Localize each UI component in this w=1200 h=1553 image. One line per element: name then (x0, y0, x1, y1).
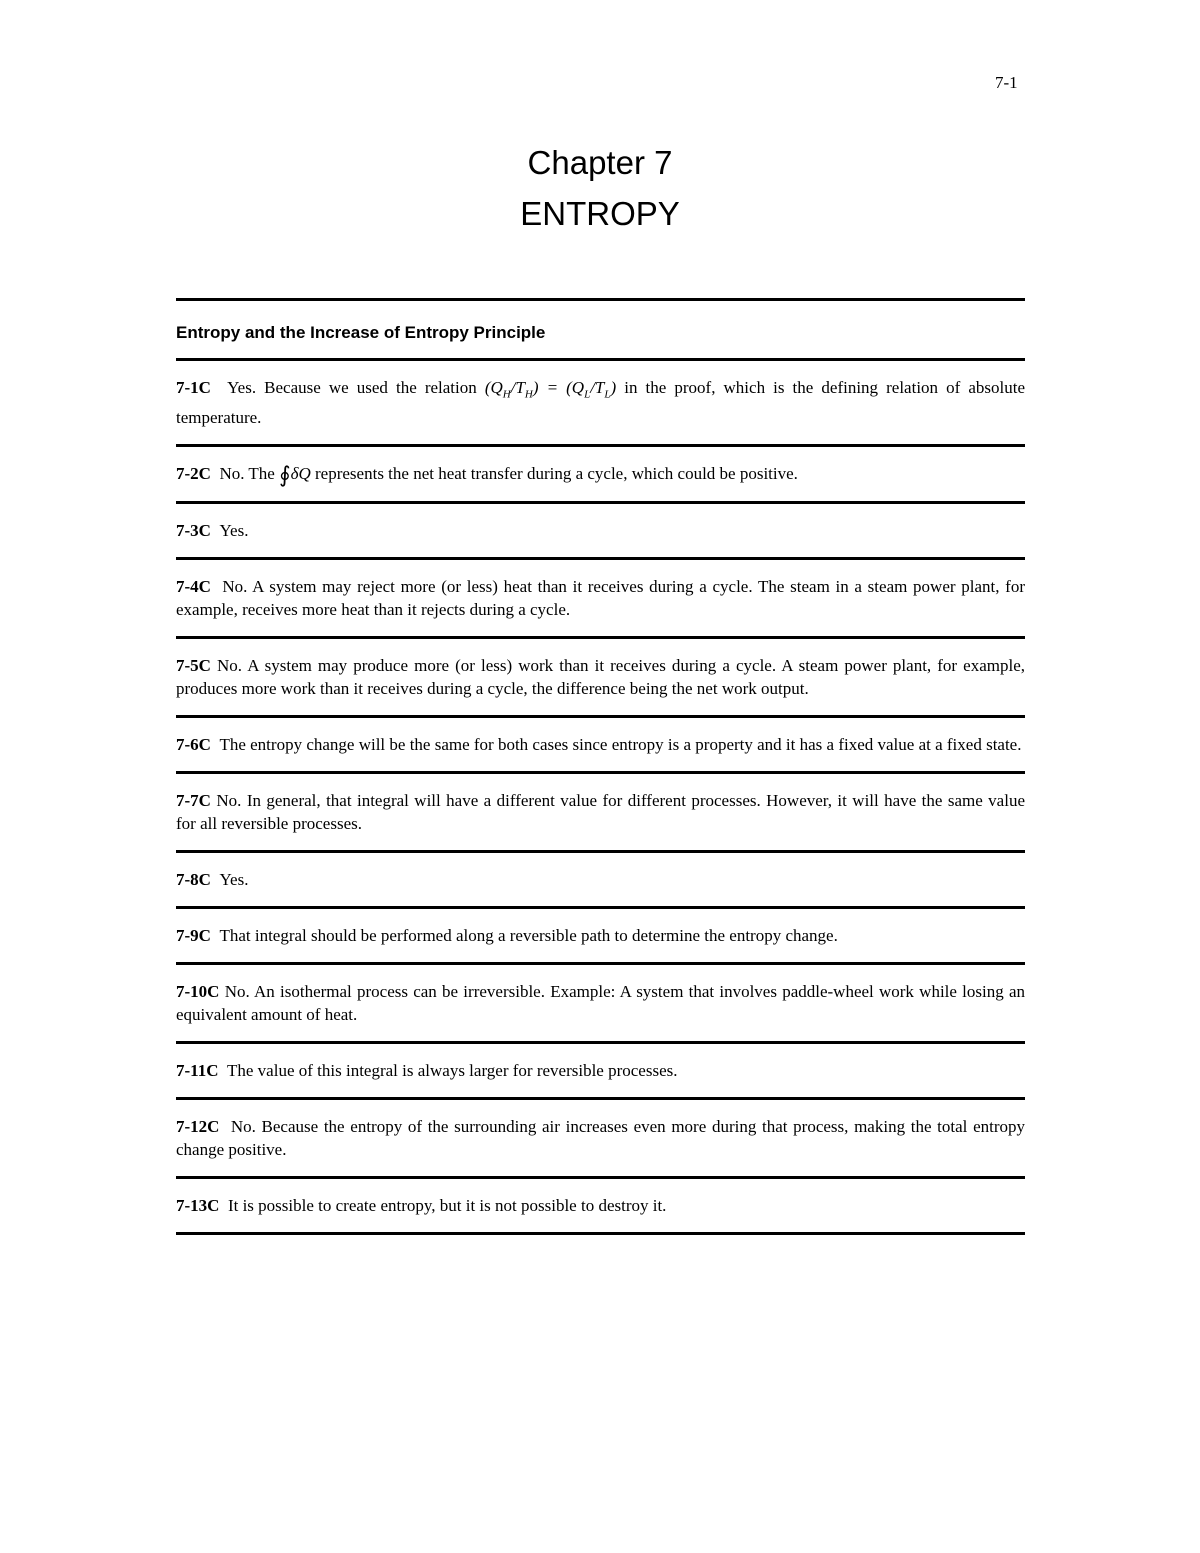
divider (176, 1232, 1025, 1235)
answer-text: in the proof, which is the defining relation of absolute temperature. (176, 378, 1025, 428)
chapter-subtitle: ENTROPY (520, 195, 680, 232)
answer-item (176, 1100, 1025, 1176)
answer-item (176, 447, 1025, 501)
answer-number: 7-4C (176, 577, 211, 597)
answer-text: No. A system may reject more (or less) heat than it receives during a cycle. The steam in a steam power plant, for example, receives more heat than it rejects during a cycle. (176, 577, 1025, 620)
answer-text: The entropy change will be the same for both cases since entropy is a property and it has a fixed value at a fixed state. (219, 735, 1022, 755)
answer-number: 7-11C (176, 1061, 219, 1081)
answer-item (176, 853, 1025, 906)
answer-number: 7-3C (176, 521, 211, 541)
answer-text: No. A system may produce more (or less) work than it receives during a cycle. A steam power plant, for example, produces more work than it receives during a cycle, the difference being the net work output. (176, 656, 1025, 699)
answer-number: 7-5C (176, 656, 211, 676)
answer-text: Yes. (219, 521, 249, 541)
answer-text: That integral should be performed along a reversible path to determine the entropy change. (219, 926, 838, 946)
answer-number: 7-12C (176, 1117, 220, 1137)
answer-text: It is possible to create entropy, but it is not possible to destroy it. (227, 1196, 667, 1216)
page-number: 7-1 (995, 73, 1018, 92)
answer-text: Yes. Because we used the relation (227, 378, 485, 397)
answer-text: No. Because the entropy of the surrounding air increases even more during that process, making the total entropy change positive. (176, 1117, 1026, 1160)
section-heading: Entropy and the Increase of Entropy Principle (176, 323, 546, 342)
answer-text: No. In general, that integral will have a different value for different processes. However, it will have the same value for all reversible processes. (176, 791, 1025, 834)
answer-text: represents the net heat transfer during a cycle, which could be positive. (310, 464, 798, 484)
answer-item (176, 718, 1025, 771)
answer-formula: $(Q_H/T_H) = (Q_L/T_L)$ (484, 378, 617, 401)
answer-number: 7-2C (176, 464, 211, 484)
answer-item (176, 774, 1025, 850)
answer-item (176, 361, 1025, 444)
answer-item (176, 965, 1025, 1041)
answer-number: 7-1C (176, 378, 211, 397)
answer-text: No. An isothermal process can be irreversible. Example: A system that involves paddle-wheel work while losing an equivalent amount of heat. (176, 982, 1025, 1025)
answer-number: 7-8C (176, 870, 211, 890)
answer-item (176, 909, 1025, 962)
answer-number: 7-7C (176, 791, 211, 811)
answer-item (176, 639, 1025, 715)
answer-number: 7-10C (176, 982, 220, 1002)
answer-number: 7-9C (176, 926, 211, 946)
answer-item (176, 504, 1025, 557)
answer-item (176, 1179, 1025, 1232)
answer-text: No. The (219, 464, 280, 484)
chapter-title: Chapter 7 (527, 144, 673, 181)
answer-number: 7-13C (176, 1196, 220, 1216)
answer-item (176, 560, 1025, 636)
answer-number: 7-6C (176, 735, 211, 755)
answer-item (176, 1044, 1025, 1097)
answers-section (176, 298, 1025, 1235)
cyclic-integral-formula: ∮δQ (279, 462, 311, 488)
answer-text: Yes. (219, 870, 249, 890)
answer-text: The value of this integral is always larger for reversible processes. (227, 1061, 678, 1081)
